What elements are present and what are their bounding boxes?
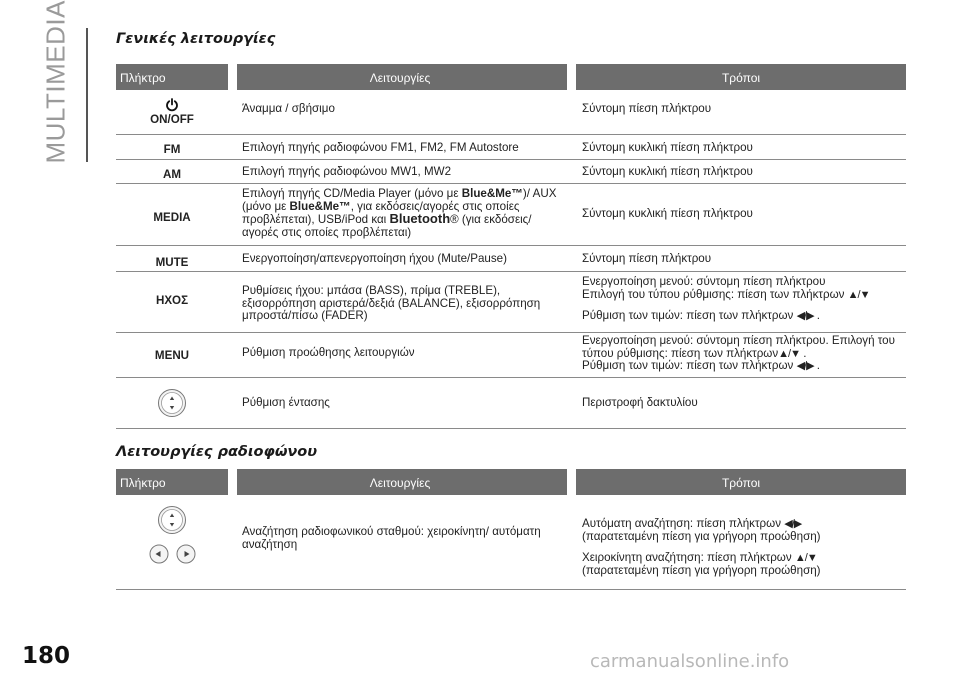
table-row-mute xyxy=(116,246,906,272)
left-right-arrows-icon: ◀/▶ xyxy=(796,360,814,373)
page-number: 180 xyxy=(22,643,71,669)
table-row-volume xyxy=(116,378,906,429)
power-icon xyxy=(165,98,179,112)
table-row-am xyxy=(116,160,906,184)
function-menu: Ρύθμιση προώθησης λειτουργιών xyxy=(242,346,415,359)
side-section-label xyxy=(30,0,80,168)
function-onoff: Άναμμα / σβήσιμο xyxy=(242,102,335,115)
left-right-arrows-icon: ◀/▶ xyxy=(796,310,814,323)
table-row-sound xyxy=(116,272,906,333)
mode-media: Σύντομη κυκλική πίεση πλήκτρου xyxy=(582,207,753,220)
section-title-general: Γενικές λειτουργίες xyxy=(116,31,276,47)
header-key: Πλήκτρο xyxy=(120,71,166,85)
header-function: Λειτουργίες xyxy=(369,476,431,490)
left-right-arrows-icon: ◀/▶ xyxy=(784,518,802,530)
key-sound: ΗΧΟΣ xyxy=(155,294,189,307)
table-row-media xyxy=(116,184,906,246)
mode-sound: Ενεργοποίηση μενού: σύντομη πίεση πλήκτρου Επιλογή του τύπου ρύθμισης: πίεση των πλήκτρων ▲/▼ Ρύθμιση των τιμών: πίεση των πλήκτρων ◀/▶ . xyxy=(582,275,870,323)
header-function: Λειτουργίες xyxy=(369,71,431,85)
mode-menu: Ενεργοποίηση μενού: σύντομη πίεση πλήκτρου. Επιλογή του τύπου ρύθμισης: πίεση των πλήκτρων▲/▼ . Ρύθμιση των τιμών: πίεση των πλήκτρων ◀/▶ . xyxy=(582,334,895,373)
function-fm: Επιλογή πηγής ραδιοφώνου FM1, FM2, FM Autostore xyxy=(242,141,519,154)
table-row-menu xyxy=(116,333,906,378)
mode-volume: Περιστροφή δακτυλίου xyxy=(582,396,698,409)
up-down-knob-icon xyxy=(157,505,187,535)
mode-tuning: Αυτόματη αναζήτηση: πίεση πλήκτρων ◀/▶ (παρατεταμένη πίεση για γρήγορη προώθηση) Χειροκίνητη αναζήτηση: πίεση πλήκτρων ▲/▼ (παρατεταμένη πίεση για γρήγορη προώθηση) xyxy=(582,517,821,577)
key-menu: MENU xyxy=(154,349,190,362)
header-key: Πλήκτρο xyxy=(120,476,166,490)
key-mute: MUTE xyxy=(155,256,189,269)
function-media: Επιλογή πηγής CD/Media Player (μόνο με Blue&Me™)/ AUX (μόνο με Blue&Me™, για εκδόσεις/αγορές στις οποίες προβλέπεται), USB/iPod και Bluetooth® (για εκδόσεις/αγορές στις οποίες προβλέπεται) xyxy=(242,187,557,239)
header-mode: Τρόποι xyxy=(721,476,761,490)
key-media: MEDIA xyxy=(153,211,191,224)
up-down-arrows-icon: ▲/▼ xyxy=(847,288,870,301)
table-header-general xyxy=(116,64,906,90)
side-section-label-text: MULTIMEDIA xyxy=(40,0,71,164)
table-row-onoff xyxy=(116,92,906,135)
volume-knob-icon xyxy=(157,388,187,418)
mode-fm: Σύντομη κυκλική πίεση πλήκτρου xyxy=(582,141,753,154)
table-header-radio xyxy=(116,469,906,495)
right-arrow-button-icon xyxy=(176,544,196,564)
mode-onoff: Σύντομη πίεση πλήκτρου xyxy=(582,102,712,115)
header-mode: Τρόποι xyxy=(721,71,761,85)
mode-am: Σύντομη κυκλική πίεση πλήκτρου xyxy=(582,165,753,178)
left-arrow-button-icon xyxy=(149,544,169,564)
side-divider xyxy=(86,28,88,162)
function-tuning: Αναζήτηση ραδιοφωνικού σταθμού: χειροκίνητη/ αυτόματη αναζήτηση xyxy=(242,525,541,551)
function-sound: Ρυθμίσεις ήχου: μπάσα (BASS), πρίμα (TREBLE), εξισορρόπηση αριστερά/δεξιά (BALANCE), εξισορρόπηση μπροστά/πίσω (FADER) xyxy=(242,284,541,323)
mode-mute: Σύντομη πίεση πλήκτρου xyxy=(582,252,712,265)
section-title-radio: Λειτουργίες ραδιοφώνου xyxy=(116,444,318,460)
key-onoff: ON/OFF xyxy=(150,113,194,126)
key-fm: FM xyxy=(163,143,181,156)
function-am: Επιλογή πηγής ραδιοφώνου MW1, MW2 xyxy=(242,165,452,178)
watermark: carmanualsonline.info xyxy=(590,651,790,672)
up-down-arrows-icon: ▲/▼ xyxy=(778,347,800,360)
function-mute: Ενεργοποίηση/απενεργοποίηση ήχου (Mute/Pause) xyxy=(242,252,507,265)
function-volume: Ρύθμιση έντασης xyxy=(242,396,330,409)
key-am: AM xyxy=(162,168,182,181)
table-row-fm xyxy=(116,135,906,160)
up-down-arrows-icon: ▲/▼ xyxy=(794,552,817,565)
table-row-tuning xyxy=(116,497,906,590)
